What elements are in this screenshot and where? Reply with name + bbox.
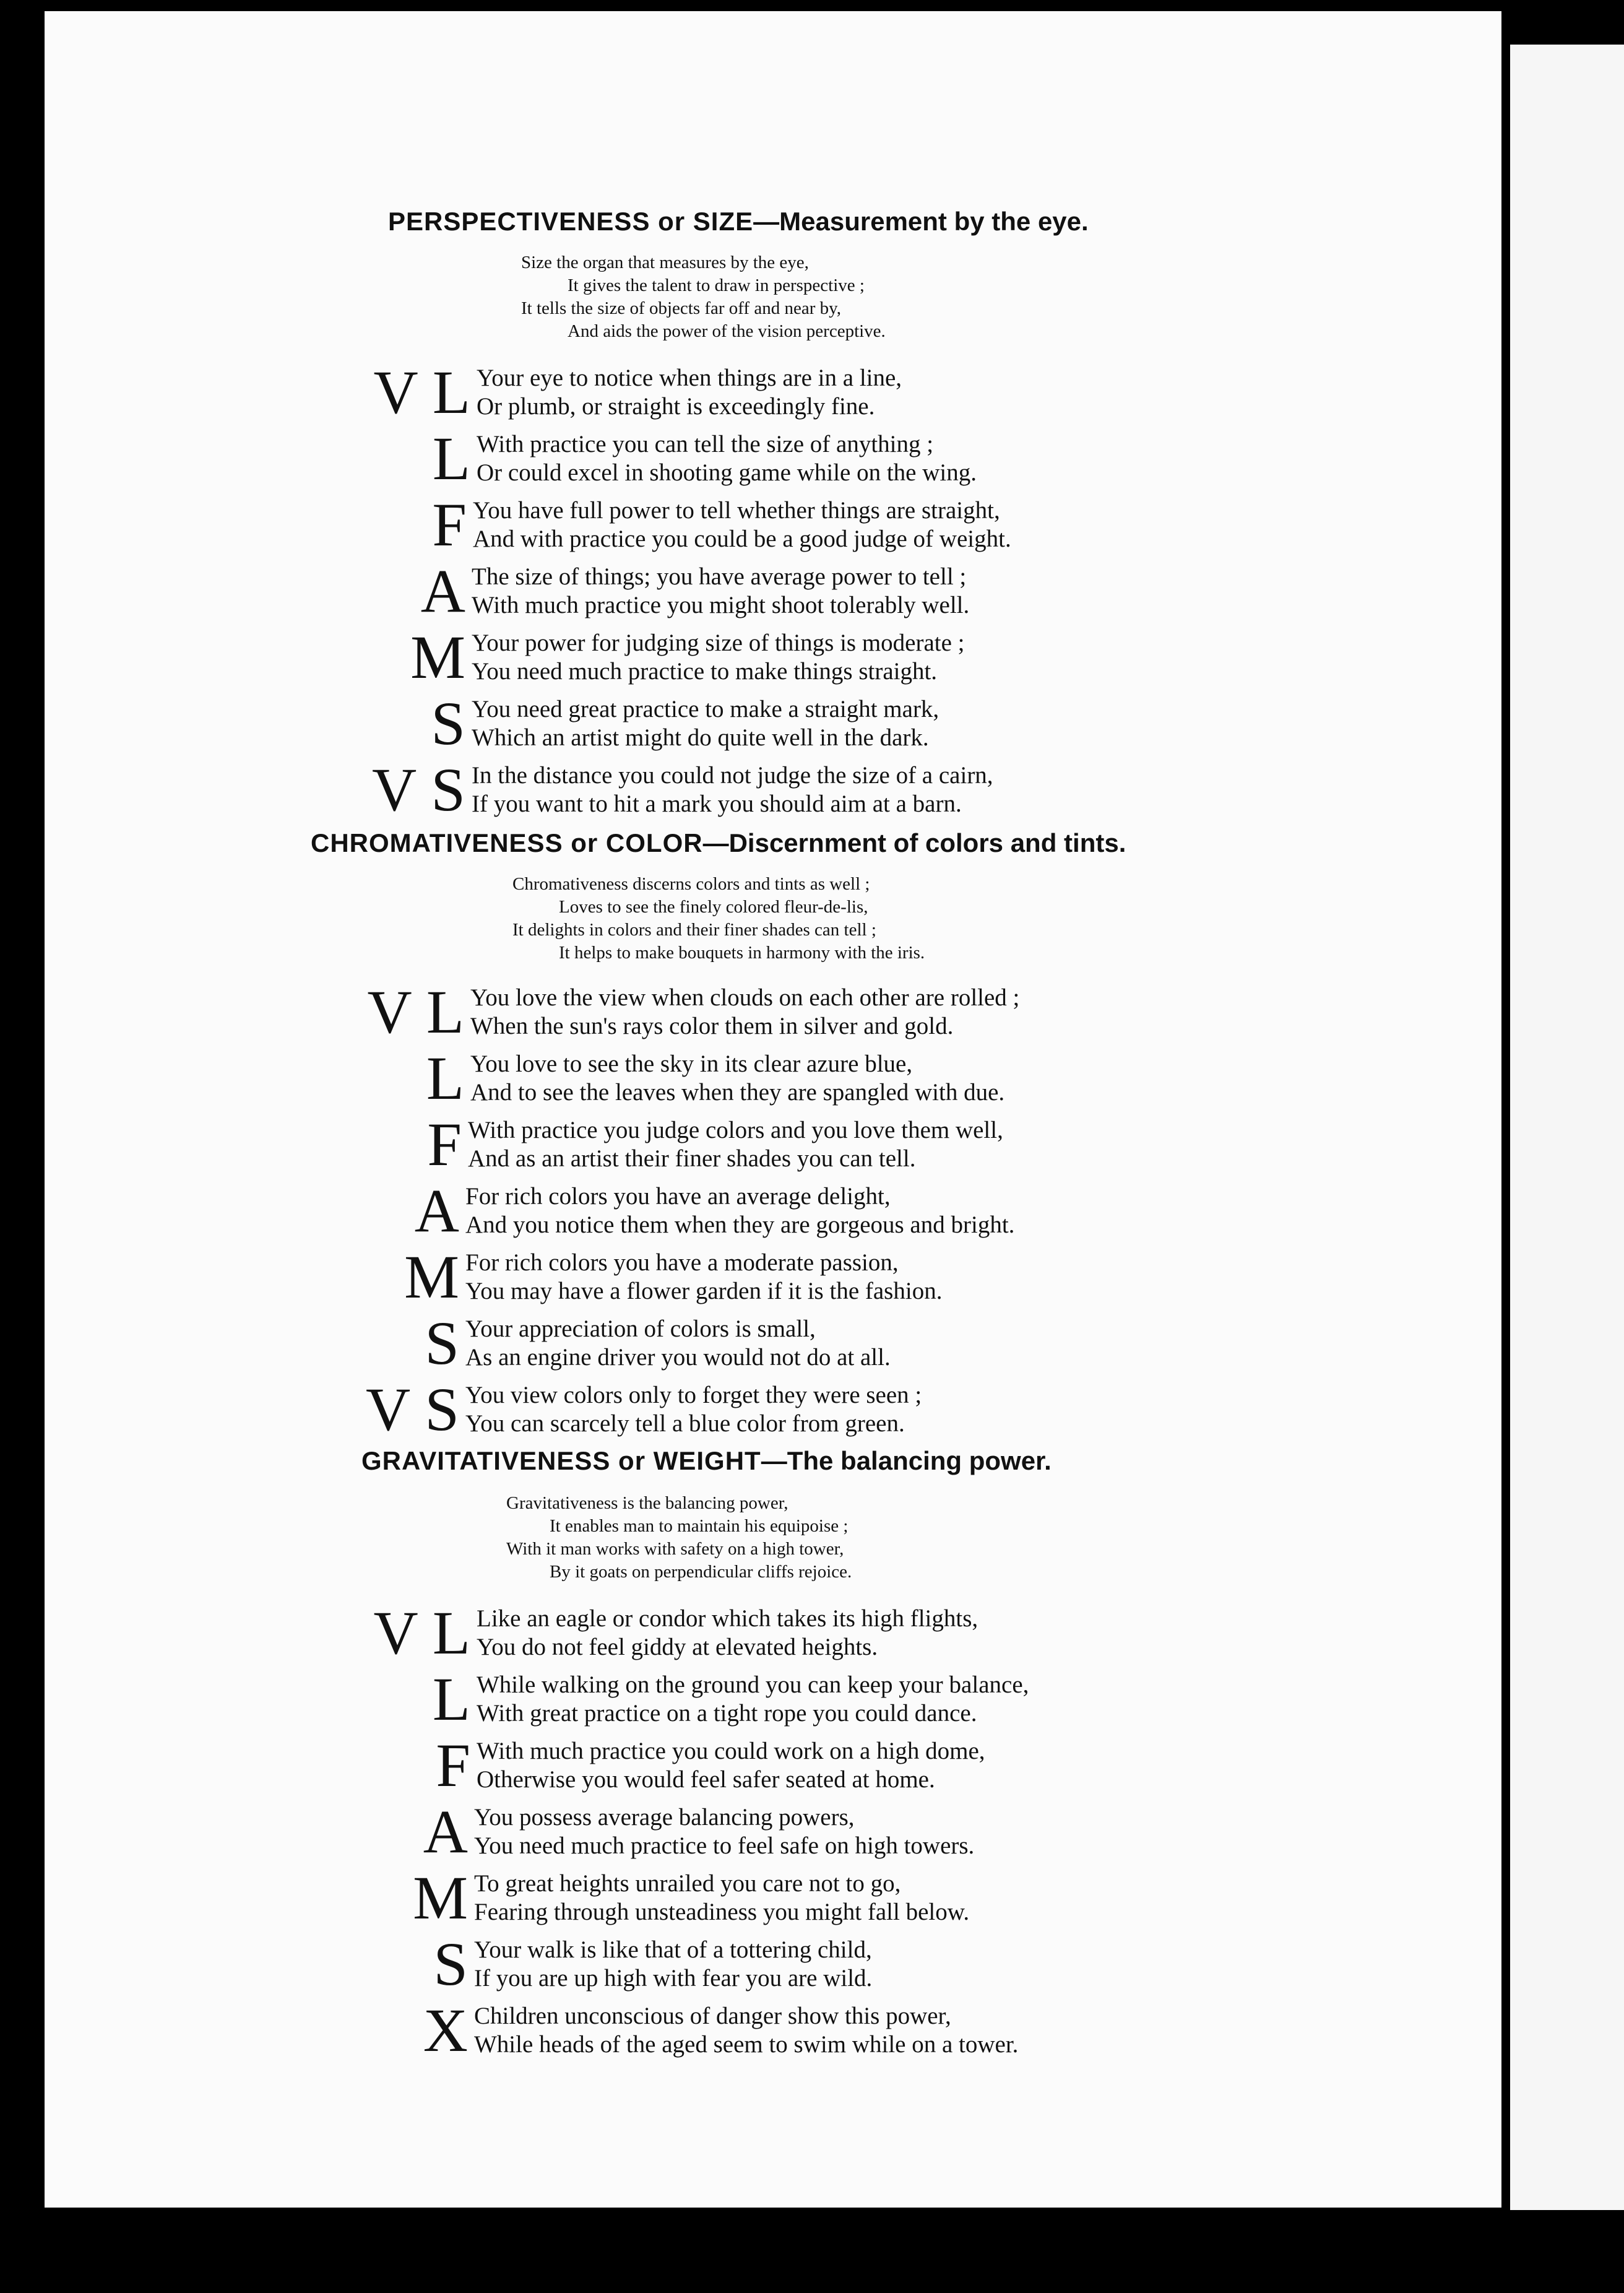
intro-line: Loves to see the finely colored fleur-de-lis, xyxy=(559,897,868,917)
verse-lines xyxy=(470,984,1019,1041)
verse-lines xyxy=(472,629,965,686)
section-subtitle: —Measurement by the eye. xyxy=(753,207,1089,236)
verse-line: You may have a flower garden if it is the fashion. xyxy=(465,1278,943,1304)
section-subtitle: —Discernment of colors and tints. xyxy=(702,828,1126,857)
verse-lines xyxy=(465,1381,922,1438)
verse-line: If you want to hit a mark you should aim at a barn. xyxy=(472,791,962,817)
verse-lines xyxy=(468,1116,1003,1173)
verse-line: You possess average balancing powers, xyxy=(474,1804,855,1831)
verse-lines xyxy=(474,2002,1018,2059)
intro-line: It gives the talent to draw in perspective ; xyxy=(568,275,865,295)
intro-line: Gravitativeness is the balancing power, xyxy=(506,1493,788,1513)
grade-letters: F xyxy=(427,1110,462,1179)
verse-line: And you notice them when they are gorgeous and bright. xyxy=(465,1212,1015,1238)
verse-line: And to see the leaves when they are spangled with due. xyxy=(470,1079,1005,1106)
page-content xyxy=(45,11,1501,2208)
grade-letters: M xyxy=(413,1863,468,1932)
left-page xyxy=(45,11,1501,2208)
intro-line: And aids the power of the vision perceptive. xyxy=(568,321,886,341)
verse-lines xyxy=(465,1182,1014,1239)
section-heading xyxy=(361,1446,1052,1476)
verse-lines xyxy=(477,1605,978,1662)
grade-letters: S xyxy=(431,689,465,758)
grade-letters: S xyxy=(433,1930,468,1998)
verse-line: If you are up high with fear you are wild. xyxy=(474,1965,873,1992)
verse-line: With much practice you might shoot tolerably well. xyxy=(472,592,970,618)
verse-line: With practice you can tell the size of anything ; xyxy=(477,431,934,457)
verse-line: Or plumb, or straight is exceedingly fine. xyxy=(477,393,875,420)
verse-lines xyxy=(465,1315,891,1372)
verse-line: For rich colors you have an average delight, xyxy=(465,1183,891,1210)
verse-line: When the sun's rays color them in silver and gold. xyxy=(470,1013,954,1039)
verse-lines xyxy=(472,695,939,752)
grade-letters: L xyxy=(432,424,470,493)
verse-lines xyxy=(472,563,969,620)
verse-line: You have full power to tell whether things are straight, xyxy=(473,497,1000,524)
verse-lines xyxy=(473,496,1011,553)
intro-line: It tells the size of objects far off and near by, xyxy=(521,298,841,318)
intro-line: It helps to make bouquets in harmony with the iris. xyxy=(559,943,925,963)
verse-line: You love to see the sky in its clear azure blue, xyxy=(470,1051,913,1077)
verse-line: While walking on the ground you can keep your balance, xyxy=(477,1671,1029,1698)
intro-line: It delights in colors and their finer shades can tell ; xyxy=(512,920,876,940)
verse-lines xyxy=(477,430,977,487)
verse-lines xyxy=(477,364,902,421)
verse-line: You can scarcely tell a blue color from green. xyxy=(465,1410,905,1437)
verse-line: To great heights unrailed you care not to go, xyxy=(474,1870,901,1897)
verse-lines xyxy=(477,1671,1029,1728)
section-title: PERSPECTIVENESS or SIZE xyxy=(388,207,754,236)
verse-line: And as an artist their finer shades you can tell. xyxy=(468,1145,916,1172)
verse-line: Your power for judging size of things is moderate ; xyxy=(472,630,965,656)
verse-line: You love the view when clouds on each other are rolled ; xyxy=(470,984,1020,1011)
section-title: GRAVITATIVENESS or WEIGHT xyxy=(361,1446,761,1475)
verse-line: Your appreciation of colors is small, xyxy=(465,1316,816,1342)
grade-letters: L xyxy=(426,1044,464,1112)
verse-lines xyxy=(474,1803,974,1860)
grade-letters: A xyxy=(423,1797,468,1866)
grade-letters: V L xyxy=(373,358,470,427)
grade-letters: M xyxy=(404,1242,459,1311)
verse-line: In the distance you could not judge the size of a cairn, xyxy=(472,762,993,789)
grade-letters: V S xyxy=(365,1375,459,1444)
grade-letters: V L xyxy=(373,1598,470,1667)
verse-line: With much practice you could work on a high dome, xyxy=(477,1738,985,1764)
verse-line: Like an eagle or condor which takes its high flights, xyxy=(477,1605,978,1632)
intro-line: Chromativeness discerns colors and tints as well ; xyxy=(512,874,870,894)
verse-line: Your walk is like that of a tottering child, xyxy=(474,1936,872,1963)
verse-line: The size of things; you have average power to tell ; xyxy=(472,563,967,590)
verse-line: For rich colors you have a moderate passion, xyxy=(465,1249,899,1276)
intro-line: Size the organ that measures by the eye, xyxy=(521,253,809,272)
verse-lines xyxy=(465,1249,942,1306)
verse-lines xyxy=(474,1870,969,1927)
intro-stanza xyxy=(512,873,925,964)
grade-letters: A xyxy=(420,557,465,625)
verse-line: Children unconscious of danger show this power, xyxy=(474,2003,951,2029)
verse-lines xyxy=(474,1936,872,1993)
grade-letters: F xyxy=(436,1731,470,1800)
grade-letters: A xyxy=(414,1176,459,1245)
verse-line: Fearing through unsteadiness you might fall below. xyxy=(474,1899,970,1925)
grade-letters: V S xyxy=(371,755,465,824)
verse-line: You need great practice to make a straight mark, xyxy=(472,696,939,722)
verse-line: As an engine driver you would not do at all. xyxy=(465,1344,891,1371)
section-heading xyxy=(311,828,1126,858)
verse-line: While heads of the aged seem to swim while on a tower. xyxy=(474,2031,1019,2058)
grade-letters: L xyxy=(432,1665,470,1733)
verse-lines xyxy=(472,761,993,818)
intro-stanza xyxy=(506,1492,852,1584)
verse-line: Otherwise you would feel safer seated at home. xyxy=(477,1766,935,1793)
grade-letters: S xyxy=(425,1309,459,1377)
grade-letters: X xyxy=(423,1996,468,2065)
verse-line: Your eye to notice when things are in a line, xyxy=(477,365,902,391)
verse-line: You view colors only to forget they were seen ; xyxy=(465,1382,922,1408)
intro-stanza xyxy=(521,251,886,343)
verse-line: With great practice on a tight rope you could dance. xyxy=(477,1700,977,1727)
grade-letters: M xyxy=(410,623,465,691)
verse-lines xyxy=(477,1737,985,1794)
verse-line: Or could excel in shooting game while on the wing. xyxy=(477,459,977,486)
verse-line: You do not feel giddy at elevated heights. xyxy=(477,1634,878,1660)
verse-line: Which an artist might do quite well in the dark. xyxy=(472,724,929,751)
intro-line: With it man works with safety on a high tower, xyxy=(506,1539,844,1559)
verse-line: You need much practice to feel safe on high towers. xyxy=(474,1832,975,1859)
intro-line: By it goats on perpendicular cliffs rejoice. xyxy=(550,1562,852,1582)
section-title: CHROMATIVENESS or COLOR xyxy=(311,828,703,857)
intro-line: It enables man to maintain his equipoise ; xyxy=(550,1516,849,1536)
grade-letters: F xyxy=(432,490,467,559)
verse-line: You need much practice to make things straight. xyxy=(472,658,938,685)
section-heading xyxy=(388,207,1089,236)
right-page-edge xyxy=(1510,45,1624,2210)
verse-lines xyxy=(470,1050,1004,1107)
verse-line: And with practice you could be a good judge of weight. xyxy=(473,526,1011,552)
section-subtitle: —The balancing power. xyxy=(761,1446,1052,1475)
verse-line: With practice you judge colors and you love them well, xyxy=(468,1117,1003,1143)
grade-letters: V L xyxy=(367,977,464,1046)
